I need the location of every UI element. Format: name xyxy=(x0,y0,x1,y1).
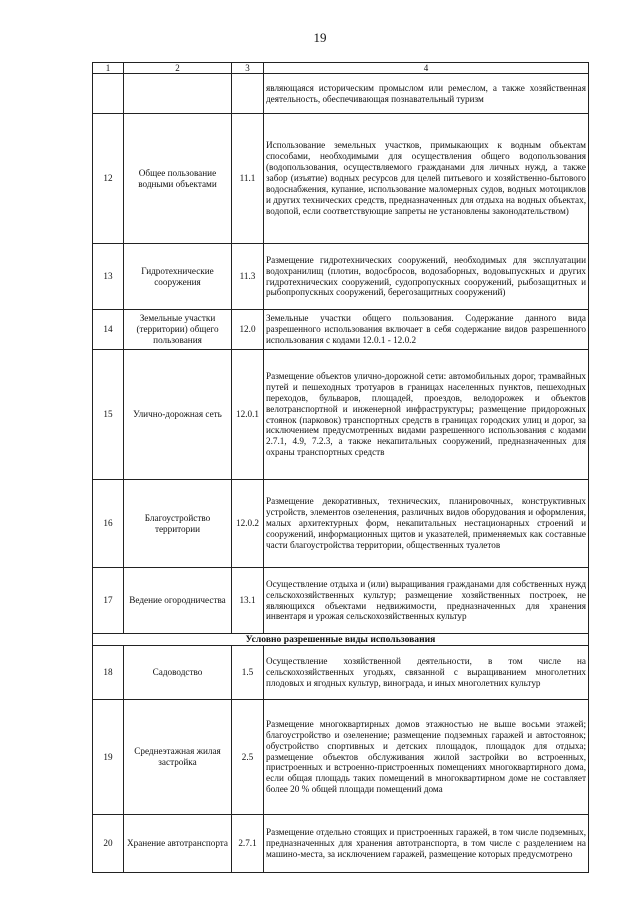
table-row xyxy=(93,815,589,873)
row-number: 14 xyxy=(93,310,124,350)
table-row xyxy=(93,310,589,350)
use-type-code: 12.0.2 xyxy=(232,480,264,568)
continuation-text: являющаяся историческим промыслом или ремеслом, а также хозяйственная деятельность, обеспечивающая познавательный туризм xyxy=(264,74,589,114)
row-number: 18 xyxy=(93,646,124,700)
use-type-description: Размещение объектов улично-дорожной сети: автомобильных дорог, трамвайных путей и пешеходных тротуаров в границах населенных пунктов, пешеходных переходов, бульваров, площадей, проездов, велодорожек и объектов велотранспортной и инженерной инфраструктуры; размещение придорожных стоянок (парковок) транспортных средств в границах городских улиц и дорог, за исключением предусмотренных видами разрешенного использования с кодами 2.7.1, 4.9, 7.2.3, а также некапитальных сооружений, предназначенных для охраны транспортных средств xyxy=(264,350,589,480)
table-row xyxy=(93,646,589,700)
column-header-2: 2 xyxy=(124,63,232,74)
use-type-description: Размещение многоквартирных домов этажностью не выше восьми этажей; благоустройство и озеленение; размещение подземных гаражей и автостоянок; обустройство спортивных и детских площадок, площадок для отдыха; размещение объектов обслуживания жилой застройки во встроенных, пристроенных и встроенно-пристроенных помещениях многоквартирного дома, если общая площадь таких помещений в многоквартирном доме не составляет более 20 % общей площади помещений дома xyxy=(264,700,589,815)
use-type-name: Садоводство xyxy=(124,646,232,700)
row-number: 16 xyxy=(93,480,124,568)
use-type-code: 1.5 xyxy=(232,646,264,700)
row-number: 19 xyxy=(93,700,124,815)
use-type-description: Земельные участки общего пользования. Содержание данного вида разрешенного использования включает в себя содержание видов разрешенного использования с кодами 12.0.1 - 12.0.2 xyxy=(264,310,589,350)
table-row xyxy=(93,480,589,568)
table-row xyxy=(93,568,589,634)
column-header-4: 4 xyxy=(264,63,589,74)
use-type-code: 13.1 xyxy=(232,568,264,634)
column-number-header xyxy=(93,63,589,74)
table-row xyxy=(93,700,589,815)
use-type-name: Благоустройство территории xyxy=(124,480,232,568)
use-type-name: Земельные участки (территории) общего пользования xyxy=(124,310,232,350)
column-header-1: 1 xyxy=(93,63,124,74)
use-type-name: Улично-дорожная сеть xyxy=(124,350,232,480)
use-type-name: Гидротехнические сооружения xyxy=(124,244,232,310)
row-number: 13 xyxy=(93,244,124,310)
use-type-name: Хранение автотранспорта xyxy=(124,815,232,873)
row-number: 12 xyxy=(93,114,124,244)
table-row xyxy=(93,244,589,310)
use-type-code: 12.0.1 xyxy=(232,350,264,480)
row-number: 15 xyxy=(93,350,124,480)
use-type-code: 2.5 xyxy=(232,700,264,815)
column-header-3: 3 xyxy=(232,63,264,74)
page-number: 19 xyxy=(313,30,327,45)
land-use-table xyxy=(92,62,589,873)
section-title: Условно разрешенные виды использования xyxy=(93,634,589,646)
table-row xyxy=(93,114,589,244)
use-type-description: Размещение декоративных, технических, планировочных, конструктивных устройств, элементов озеленения, различных видов оборудования и оформления, малых архитектурных форм, некапитальных нестационарных строений и сооружений, информационных щитов и указателей, применяемых как составные части благоустройства территории, общественных туалетов xyxy=(264,480,589,568)
use-type-code: 12.0 xyxy=(232,310,264,350)
use-type-name: Общее пользование водными объектами xyxy=(124,114,232,244)
use-type-name: Ведение огородничества xyxy=(124,568,232,634)
use-type-code: 2.7.1 xyxy=(232,815,264,873)
use-type-code: 11.1 xyxy=(232,114,264,244)
row-number: 20 xyxy=(93,815,124,873)
section-header-row xyxy=(93,634,589,646)
row-number: 17 xyxy=(93,568,124,634)
table-row xyxy=(93,350,589,480)
use-type-description: Осуществление отдыха и (или) выращивания гражданами для собственных нужд сельскохозяйственных культур; размещение хозяйственных построек, не являющихся объектами недвижимости, предназначенных для хранения инвентаря и урожая сельскохозяйственных культур xyxy=(264,568,589,634)
use-type-description: Размещение отдельно стоящих и пристроенных гаражей, в том числе подземных, предназначенных для хранения автотранспорта, в том числе с разделением на машино-места, за исключением гаражей, размещение которых предусмотрено xyxy=(264,815,589,873)
use-type-description: Осуществление хозяйственной деятельности, в том числе на сельскохозяйственных угодьях, связанной с выращиванием многолетних плодовых и ягодных культур, винограда, и иных многолетних культур xyxy=(264,646,589,700)
continuation-row xyxy=(93,74,589,114)
use-type-description: Размещение гидротехнических сооружений, необходимых для эксплуатации водохранилищ (плотин, водосбросов, водозаборных, водовыпускных и других гидротехнических сооружений, судопропускных сооружений, рыбозащитных и рыбопропускных сооружений, берегозащитных сооружений) xyxy=(264,244,589,310)
use-type-code: 11.3 xyxy=(232,244,264,310)
use-type-description: Использование земельных участков, примыкающих к водным объектам способами, необходимыми для осуществления общего водопользования (водопользования, осуществляемого гражданами для личных нужд, а также забор (изъятие) водных ресурсов для целей питьевого и хозяйственно-бытового водоснабжения, купание, использование маломерных судов, водных мотоциклов и других технических средств, предназначенных для отдыха на водных объектах, водопой, если соответствующие запреты не установлены законодательством) xyxy=(264,114,589,244)
use-type-name: Среднеэтажная жилая застройка xyxy=(124,700,232,815)
